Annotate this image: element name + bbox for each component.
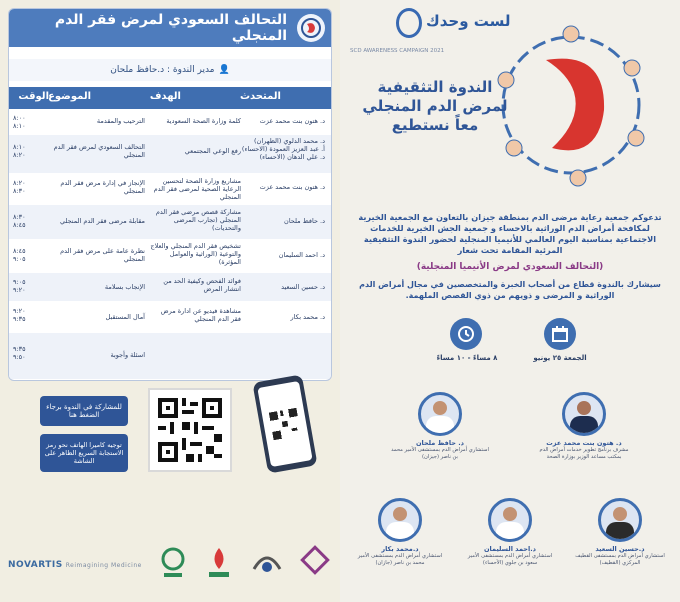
agenda-table-header [9,87,331,109]
row-topic: اسئلة وأجوبة [110,351,145,359]
speaker-card [534,392,634,461]
row-speaker: د. احمد السليمان [278,251,325,259]
row-speaker: د. حافظ ملحان [284,217,325,225]
charity-logo-icon [204,545,234,585]
phone-illustration [252,374,317,473]
agenda-title: التحالف السعودي لمرض فقر الدم المنجلي [54,12,287,44]
speaker-avatar [598,498,642,542]
alliance-slogan: (التحالف السعودي لمرض الأنيميا المنجلية) [416,262,604,272]
qr-code[interactable] [148,388,232,472]
row-speaker: د. محمد الدلوي (الظهران) أ. عبد العزيز العمودة (الاحساء) د. علي الدهان (الاحساء) [241,137,325,162]
jazan-logo-icon [300,545,330,585]
row-goal: مشاهدة فيديو عن ادارة مرض فقر الدم المنجلي [160,307,241,324]
invitation-panel [340,0,680,602]
speaker-avatar [418,392,462,436]
col-speaker: المتحدث [239,91,281,102]
seminar-title: الندوة التثقيفية لمرض الدم المنجلي معاً نستطيع [362,78,508,134]
speaker-card [354,498,446,567]
novartis-logo: NOVARTIS Reimagining Medicine [8,560,142,570]
speaker-avatar [378,498,422,542]
moderator-text: مدير الندوة : د.حافظ ملحان [110,65,215,75]
speaker-avatar [488,498,532,542]
invitation-text: تدعوكم جمعية رعاية مرضى الدم بمنطقة جيزان بالتعاون مع الجمعية الخيرية لمكافحة أمراض الدم الوراثية بالاحساء و جمعية الجش الخيرية للخدمات الاجتماعية بمناسبة اليوم العالمي للأنيميا المنجلية لحضور الندوة التثقيفية المرئية المقامة تحت شعار [358,212,662,256]
speaker-role: استشاري أمراض الدم بمستشفى الأمير محمد بن ناصر (جيزان) [391,447,489,460]
row-time: ٨:٤٥ ٩:٠٥ [13,247,26,264]
scan-instruction: توجيه كاميرا الهاتف نحو رمز الاستجابة السريع الظاهر على الشاشة [40,434,128,472]
table-row [9,205,331,239]
campaign-brand: لست وحدك [426,12,511,30]
agenda-header [9,9,331,47]
speaker-role: استشاري أمراض الدم بمستشفى الأمير سعود بن جلوي (الأحساء) [467,553,553,566]
col-time: الوقت [18,91,49,102]
speaker-role: استشاري أمراض الدم بمستشفى القطيف المركزي (القطيف) [575,553,665,566]
row-speaker: د. محمد بكار [290,313,325,321]
col-goal: الهدف [149,91,181,102]
speaker-name: د.حسين السعيد [595,545,645,553]
calendar-icon [544,318,576,350]
speaker-avatar [562,392,606,436]
table-row [9,273,331,301]
speaker-role: استشاري أمراض الدم بمستشفى الأمير محمد بن ناصر (جازان) [357,553,443,566]
table-row [9,111,331,135]
speaker-name: د.احمد السليمان [483,545,537,553]
join-seminar-button[interactable]: للمشاركة في الندوة برجاء الضغط هنا [40,396,128,426]
alliance-logo-icon [297,14,325,42]
row-goal: تشخيص فقر الدم المنجلي والعلاج والتوعية (الوراثية والعوامل المؤثرة) [150,242,241,267]
row-time: ٨:٢٠ ٨:٣٠ [13,179,26,196]
row-topic: الإنجاز في إدارة مرض فقر الدم المنجلي [60,179,145,196]
speaker-card [390,392,490,461]
col-topic: الموضوع [48,91,91,102]
clock-icon [450,318,482,350]
row-speaker: د. هتون بنت محمد عزت [259,183,325,191]
speaker-card [574,498,666,567]
sponsor-logos [8,540,330,590]
agenda-card [8,8,332,381]
row-topic: نظرة عامة على مرض فقر الدم المنجلي [60,247,145,264]
table-row [9,333,331,379]
speaker-name: د. حافظ ملحان [415,439,465,447]
speaker-role: مشرف برنامج تطوير خدمات أمراض الدم بمكتب مساعد الوزير بوزارة الصحة [539,447,629,460]
table-row [9,173,331,205]
user-icon: 👤 [218,65,230,75]
speaker-card [464,498,556,567]
row-time: ٨:١٠ ٨:٢٠ [13,143,26,160]
event-time: ٨ مساءً - ١٠ مساءً [436,354,498,362]
row-time: ٨:٠٠ ٨:١٠ [13,114,26,131]
event-date: الجمعة ٢٥ يونيو [533,354,587,362]
row-goal: مشاركة قصص مرضى فقر الدم المنجلي (تجارب المرضى والتحديات) [155,208,241,233]
row-goal: كلمة وزارة الصحة السعودية [166,117,241,125]
table-row [9,239,331,273]
participants-text: سيشارك بالندوة قطاع من أصحاب الخبرة والمتخصصين في مجال أمراض الدم الوراثية و المرضى و ذويهم من ذوي القصص الملهمة. [359,280,661,300]
row-goal: مشاريع وزارة الصحة لتحسين الرعاية الصحية لمرضى فقر الدم المنجلي [153,177,241,202]
row-goal: رفع الوعي المجتمعي [184,147,241,155]
aljash-logo-icon [250,545,284,585]
campaign-caption: SCD AWARENESS CAMPAIGN 2021 [350,48,445,54]
row-topic: التحالف السعودي لمرض فقر الدم المنجلي [53,143,145,160]
association-logo-icon [158,545,188,585]
row-speaker: د. حسين السعيد [281,283,325,291]
row-goal: فوائد الفحص وكيفية الحد من انتشار المرض [163,277,241,294]
table-row [9,135,331,173]
row-time: ٩:٢٠ ٩:٣٥ [13,307,26,324]
row-topic: مقابلة مرضى فقر الدم المنجلي [60,217,145,225]
row-topic: آمال المستقبل [105,313,145,321]
row-speaker: د. هتون بنت محمد عزت [259,117,325,125]
campaign-logo-icon [396,8,422,38]
speaker-name: د. هتون بنت محمد عزت [546,439,622,447]
unity-circle-illustration [486,20,656,190]
table-row [9,301,331,333]
row-time: ٩:٠٥ ٩:٢٠ [13,278,26,295]
row-topic: الترحيب والمقدمة [96,117,145,125]
moderator-line [9,59,331,81]
row-time: ٨:٣٠ ٨:٤٥ [13,213,26,230]
qr-section [8,378,330,528]
row-topic: الإنجاب بسلامة [104,283,145,291]
speaker-name: د.محمد بكار [381,545,419,553]
row-time: ٩:٣٥ ٩:٥٠ [13,345,26,362]
